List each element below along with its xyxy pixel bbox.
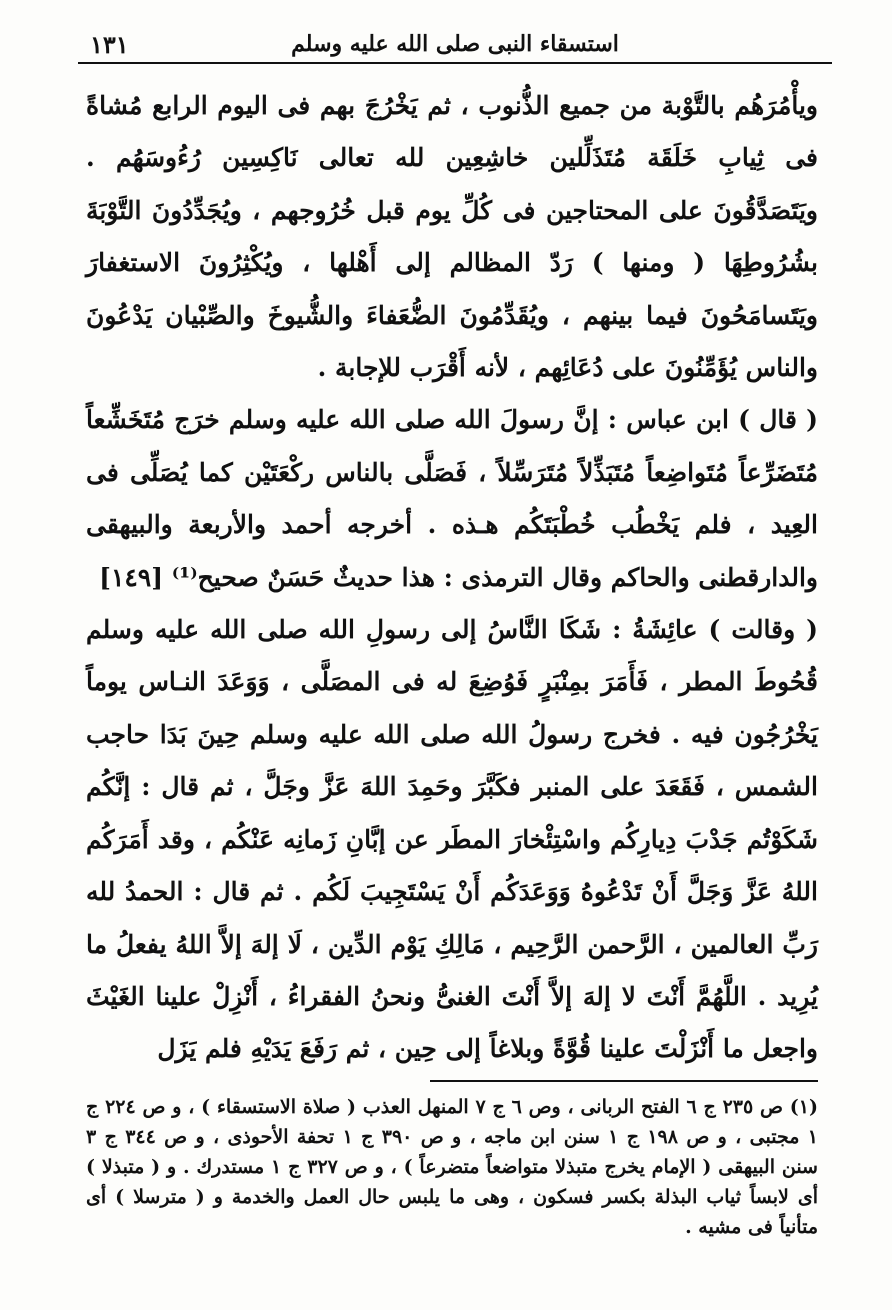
page-number: ١٣١ [90,30,129,59]
header-rule [78,62,832,64]
paragraph: ( قال ) ابن عباس : إنَّ رسولَ الله صلى الله عليه وسلم خرَج مُتَخَشِّعاً مُتَضَرِّعاً مُتَواضِعاً مُتَبَذِّلاً مُتَرَسِّلاً ، فَصَلَّى بالناس ركْعَتَيْن كما يُصَلِّى فى العِيد ، فلم يَخْطُب خُطْبَتَكُم هـذه . أخرجه أحمد والأربعة والبيهقى والدارقطنى والحاكم وقال الترمذى : هذا حديثٌ حَسَنٌ صحيح⁽¹⁾ [١٤٩] [86,405,818,592]
paragraph: ويأْمُرَهُم بالتَّوْبة من جميع الذُّنوب ، ثم يَخْرُجَ بهم فى اليوم الرابع مُشاةً فى ثِيابِ خَلَقَة مُتَذَلِّلين خاشِعِين لله تعالى نَاكِسِين رُءُوسَهُم . ويَتَصَدَّقُونَ على المحتاجين فى كُلِّ يوم قبل خُرُوجهم ، ويُجَدِّدُونَ التَّوْبَةَ بشُرُوطِهَا ( ومنها ) رَدّ المظالم إلى أَهْلها ، ويُكْثِرُونَ الاستغفارَ ويَتَسامَحُونَ فيما بينهم ، ويُقَدِّمُونَ الضُّعَفاءَ والشُّيوخَ والصِّبْيان يَدْعُونَ والناس يُؤَمِّنُونَ على دُعَائِهم ، لأنه أَقْرَب للإجابة . [86,91,818,383]
footnotes [86,1092,818,1242]
paragraph: ( وقالت ) عائِشَةُ : شَكَا النَّاسُ إلى رسولِ الله صلى الله عليه وسلم قُحُوطَ المطر ، فَأَمَرَ بمِنْبَرٍ فَوُضِعَ له فى المصَلَّى ، وَوَعَدَ النـاس يوماً يَخْرُجُون فيه . فخرج رسولُ الله صلى الله عليه وسلم حِينَ بَدَا حاجب الشمس ، فَقَعَدَ على المنبر فكَبَّرَ وحَمِدَ اللهَ عَزَّ وجَلَّ ، ثم قال : إنَّكُم شَكَوْتُم جَدْبَ دِيارِكُم واسْتِئْخارَ المطَر عن إبَّانِ زَمانِه عَنْكُم ، وقد أَمَرَكُم اللهُ عَزَّ وَجَلَّ أَنْ تَدْعُوهُ وَوَعَدَكُم أَنْ يَسْتَجِيبَ لَكُم . ثم قال : الحمدُ لله رَبِّ العالمين ، الرَّحمن الرَّحِيم ، مَالِكِ يَوْم الدِّين ، لَا إلهَ إلاَّ اللهُ يفعلُ ما يُرِيد . اللَّهُمَّ أَنْتَ لا إلهَ إلاَّ أَنْتَ الغنىُّ ونحنُ الفقراءُ ، أَنْزِلْ علينا الغَيْثَ واجعل ما أَنْزَلْتَ علينا قُوَّةً وبلاغاً إلى حِين ، ثم رَفَعَ يَدَيْهِ فلم يَزَل [86,615,818,1064]
main-text [86,80,818,1076]
footnote: (١) ص ٢٣٥ ج ٦ الفتح الربانى ، وص ٦ ج ٧ المنهل العذب ( صلاة الاستسقاء ) ، و ص ٢٢٤ ج ١ مجتبى ، و ص ١٩٨ ج ١ سنن ابن ماجه ، و ص ٣٩٠ ج ١ تحفة الأحوذى ، و ص ٣٤٤ ج ٣ سنن البيهقى ( الإمام يخرج متبذلا متواضعاً متضرعاً ) ، و ص ٣٢٧ ج ١ مستدرك . و ( متبذلا ) أى لابساً ثياب البذلة بكسر فسكون ، وهى ما يلبس حال العمل والخدمة و ( مترسلا ) أى متأنياً فى مشيه . [86,1096,818,1238]
header-title: استسقاء النبى صلى الله عليه وسلم [291,31,619,57]
running-header [78,22,832,66]
footnote-rule [430,1080,818,1082]
